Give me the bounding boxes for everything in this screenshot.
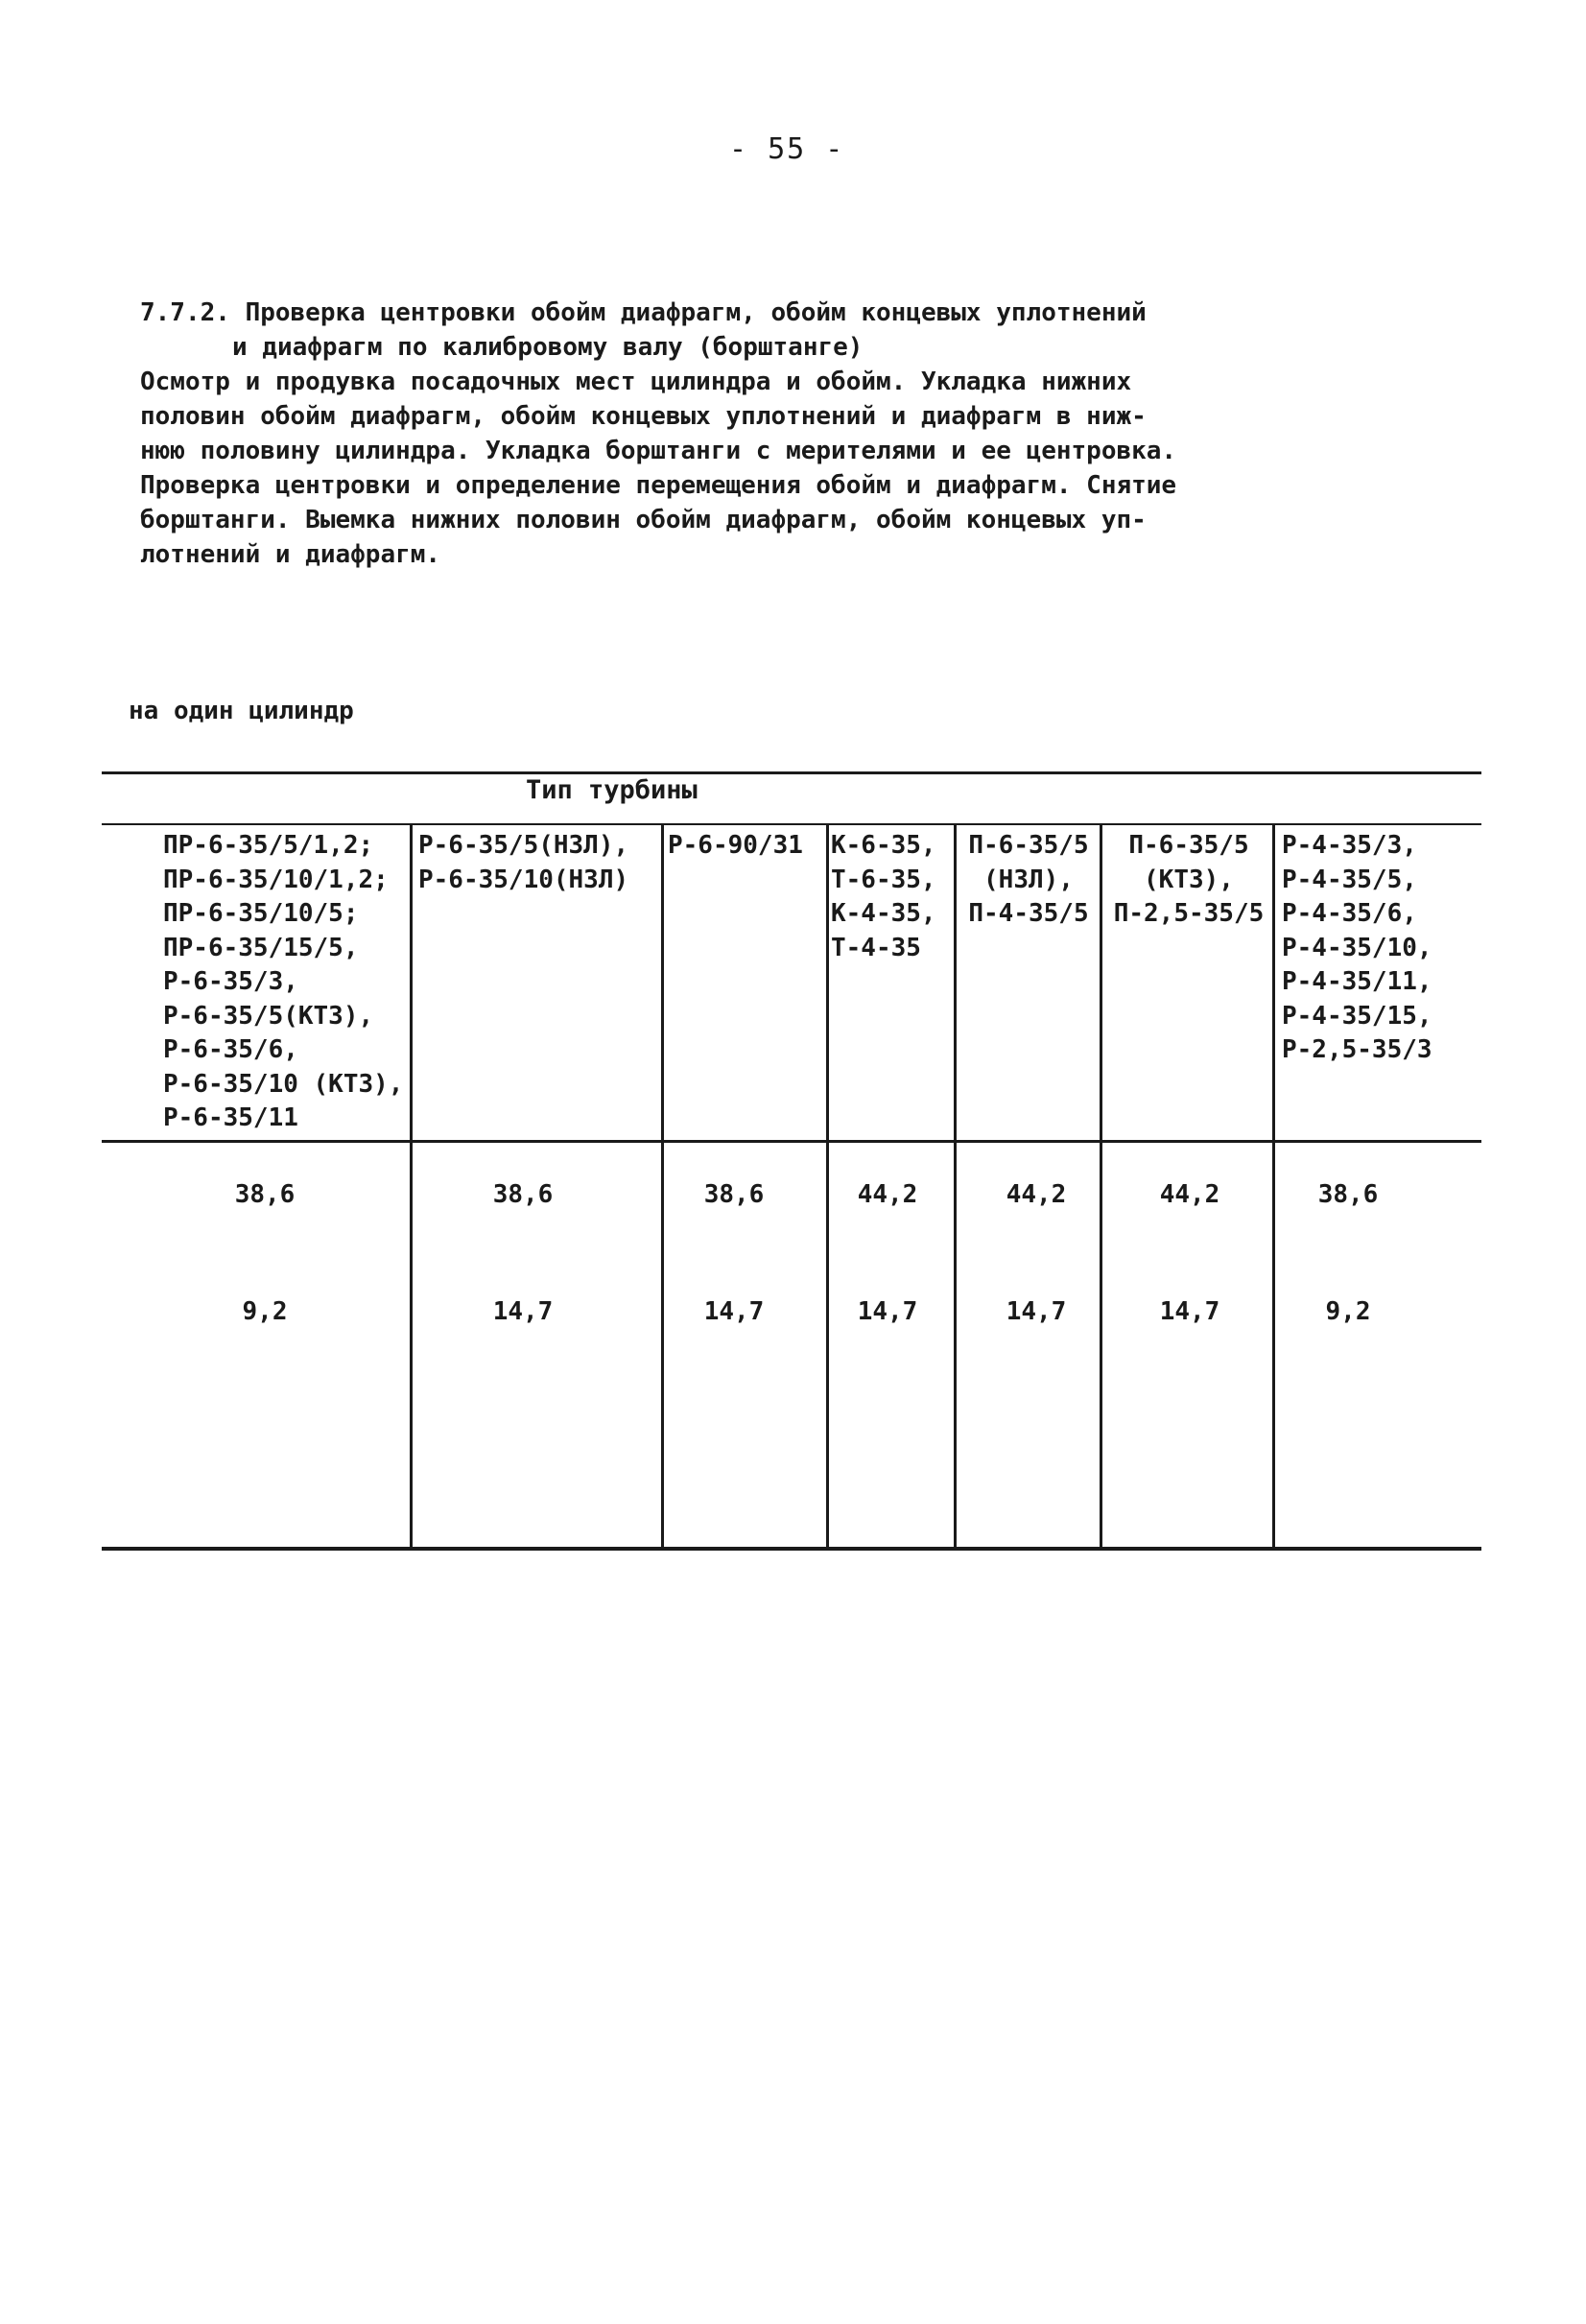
- body-line: Осмотр и продувка посадочных мест цилиндра и обойм. Укладка нижних: [140, 368, 1132, 396]
- value-cell: 9,2: [1325, 1297, 1371, 1326]
- section-body: [140, 365, 1243, 572]
- unit-note: на один цилиндр: [129, 697, 354, 725]
- model-label: Р-6-35/3,: [163, 967, 298, 996]
- table-top-rule: [102, 771, 1481, 774]
- value-cell: 9,2: [242, 1297, 288, 1326]
- model-label: К-4-35,: [831, 899, 936, 928]
- column-3-models: [668, 829, 803, 864]
- model-label: ПР-6-35/10/5;: [163, 899, 359, 928]
- model-label: П-4-35/5: [968, 899, 1089, 928]
- model-label: ПР-6-35/10/1,2;: [163, 865, 389, 894]
- body-line: лотнений и диафрагм.: [140, 540, 441, 569]
- column-1-models: [163, 829, 403, 1136]
- model-label: П-2,5-35/5: [1113, 899, 1265, 928]
- body-line: половин обойм диафрагм, обойм концевых уплотнений и диафрагм в ниж-: [140, 402, 1147, 431]
- value-cell: 38,6: [492, 1180, 554, 1209]
- model-label: Р-6-90/31: [668, 831, 803, 860]
- column-6-models: [1103, 829, 1274, 932]
- model-label: Т-6-35,: [831, 865, 936, 894]
- value-cell: 14,7: [703, 1297, 765, 1326]
- model-label: Р-6-35/11: [163, 1103, 298, 1132]
- value-cell: 38,6: [234, 1180, 296, 1209]
- column-7-models: [1282, 829, 1432, 1068]
- model-label: Р-6-35/5(НЗЛ),: [418, 831, 629, 860]
- model-label: Р-4-35/11,: [1282, 967, 1432, 996]
- value-cell: 44,2: [857, 1180, 918, 1209]
- value-cell: 14,7: [492, 1297, 554, 1326]
- value-cell: 44,2: [1159, 1180, 1220, 1209]
- value-cell: 38,6: [703, 1180, 765, 1209]
- value-cell: 44,2: [1006, 1180, 1067, 1209]
- section-heading-line-1: 7.7.2. Проверка центровки обойм диафрагм, обойм концевых уплотнений: [140, 298, 1147, 327]
- model-label: (НЗЛ),: [983, 865, 1074, 894]
- body-line: нюю половину цилиндра. Укладка борштанги с мерителями и ее центровка.: [140, 437, 1177, 465]
- value-cell: 14,7: [857, 1297, 918, 1326]
- model-label: Р-6-35/10 (КТЗ),: [163, 1069, 404, 1099]
- model-label: ПР-6-35/5/1,2;: [163, 831, 374, 860]
- column-divider: [410, 825, 413, 1549]
- column-4-models: [831, 829, 936, 965]
- model-label: Р-4-35/6,: [1282, 899, 1417, 928]
- model-label: ПР-6-35/15/5,: [163, 933, 359, 962]
- model-label: Р-6-35/10(НЗЛ): [418, 865, 629, 894]
- model-label: П-6-35/5: [968, 831, 1089, 860]
- table-header-turbine-type: Тип турбины: [526, 775, 698, 805]
- section-heading-line-2: и диафрагм по калибровому валу (борштанге): [232, 333, 864, 362]
- value-cell: 14,7: [1006, 1297, 1067, 1326]
- section-heading: [140, 296, 1147, 365]
- page-number: - 55 -: [729, 132, 845, 166]
- model-label: К-6-35,: [831, 831, 936, 860]
- model-label: Р-4-35/10,: [1282, 933, 1432, 962]
- model-label: П-6-35/5: [1128, 831, 1249, 860]
- model-label: Р-6-35/5(КТЗ),: [163, 1001, 374, 1031]
- model-label: (КТЗ),: [1144, 865, 1234, 894]
- value-cell: 14,7: [1159, 1297, 1220, 1326]
- column-5-models: [958, 829, 1100, 932]
- model-label: Р-4-35/15,: [1282, 1001, 1432, 1031]
- model-label: Р-2,5-35/3: [1282, 1035, 1432, 1064]
- column-2-models: [418, 829, 628, 897]
- body-line: борштанги. Выемка нижних половин обойм диафрагм, обойм концевых уп-: [140, 506, 1147, 534]
- model-label: Р-4-35/5,: [1282, 865, 1417, 894]
- value-cell: 38,6: [1317, 1180, 1379, 1209]
- model-label: Р-4-35/3,: [1282, 831, 1417, 860]
- model-label: Р-6-35/6,: [163, 1035, 298, 1064]
- body-line: Проверка центровки и определение перемещения обойм и диафрагм. Снятие: [140, 471, 1177, 500]
- model-label: Т-4-35: [831, 933, 921, 962]
